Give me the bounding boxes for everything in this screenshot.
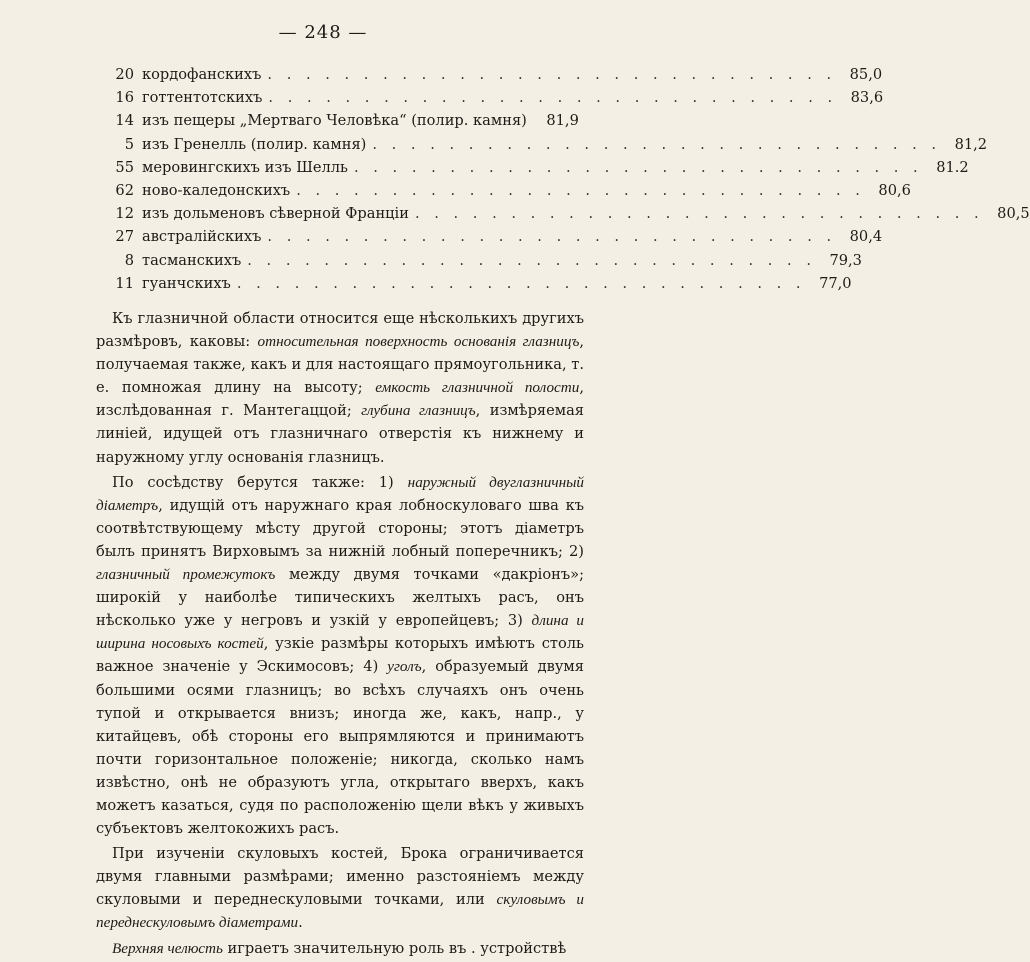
row-label: кордофанскихъ [142, 66, 262, 83]
row-value: 81.2 [936, 158, 969, 176]
row-count: 27 [115, 228, 134, 246]
text-run: По сосѣдству берутся также: 1) [112, 473, 408, 491]
italic-term: глубина глазницъ [361, 402, 476, 420]
dot-leader: . . . . . . . . . . . . . . . . . . . . . . . . . . . . . . [372, 135, 942, 153]
text-run: При изученіи скуловыхъ костей, Брока ограничивается двумя главными размѣрами; именно разстояніемъ между скуловыми и переднескуловыми точками, или [96, 845, 584, 909]
text-run: , измѣряемая линіей, идущей отъ глазничнаго отверстія къ нижнему и наружному углу основанія глазницъ. [96, 402, 585, 466]
text-run: , получаемая также, какъ и для настоящаго прямоугольника, т. е. помножая длину на высоту; [96, 333, 584, 397]
table-row [104, 158, 969, 182]
table-row [104, 228, 883, 251]
table-row [104, 66, 883, 89]
row-label: тасманскихъ [142, 251, 242, 269]
dot-leader: . . . . . . . . . . . . . . . . . . . . . . . . . . . . . . [247, 251, 816, 269]
text-run: , образуемый двумя большими осями глазницъ; во всѣхъ случаяхъ онъ очень тупой и открывается внизъ; иногда же, какъ, напр., у китайцевъ, обѣ стороны его выпрямляются и принимаютъ почти горизонтальное положеніе; никогда, сколько намъ извѣстно, онѣ не образуютъ угла, открытаго вверхъ, какъ можетъ казаться, судя по расположенію щели вѣкъ у живыхъ субъектовъ желтокожихъ расъ. [96, 658, 584, 838]
italic-term: уголъ [387, 658, 422, 676]
row-label: австралійскихъ [142, 228, 262, 246]
row-count: 20 [115, 66, 134, 83]
paragraph-upper-jaw [96, 937, 584, 960]
paragraph-neighbouring-measurements [96, 471, 584, 841]
row-count: 5 [124, 135, 134, 153]
italic-term: глазничный промежутокъ [96, 566, 276, 584]
body-text [96, 307, 584, 962]
row-count: 12 [115, 205, 134, 223]
text-run: , идущій отъ наружнаго края лобноскуловаго шва къ соотвѣтствующему мѣсту другой стороны; этотъ діаметръ былъ принятъ Вирховымъ за нижній лобный поперечникъ; 2) [96, 496, 584, 560]
row-count: 62 [115, 181, 134, 199]
italic-term: наружный двуглазничный діаметръ [96, 473, 584, 514]
table-row [104, 205, 1030, 228]
table-row [104, 274, 852, 298]
measurement-table [104, 66, 1030, 298]
row-count: 11 [115, 274, 134, 292]
row-label: ново-каледонскихъ [142, 181, 291, 199]
table-row [104, 251, 862, 275]
dot-leader: . . . . . . . . . . . . . . . . . . . . . . . . . . . . . . [267, 66, 837, 83]
italic-term: емкость глазничной полости [375, 379, 580, 397]
paragraph-orbital-measurements [96, 307, 584, 469]
dot-leader: . . . . . . . . . . . . . . . . . . . . . . . . . . . . . . [296, 181, 865, 199]
row-label: гуанчскихъ [142, 274, 231, 292]
row-label: меровингскихъ изъ Шелль [142, 158, 348, 176]
page-number: — 248 — [278, 22, 368, 43]
italic-term: длина и ширина носовыхъ костей [96, 612, 584, 653]
row-count: 55 [115, 158, 134, 176]
dot-leader: . . . . . . . . . . . . . . . . . . . . . . . . . . . . . . [236, 274, 806, 292]
italic-term: скуловымъ и переднескуловымъ діаметрами [96, 891, 584, 932]
row-count: 16 [115, 89, 134, 107]
row-value: 80,5 [997, 205, 1030, 223]
row-label: изъ Гренелль (полир. камня) [142, 135, 367, 153]
row-value: 81,2 [954, 135, 988, 153]
row-value: 80,4 [849, 228, 883, 246]
row-label: изъ дольменовъ сѣверной Франціи [142, 205, 409, 223]
text-run: , узкіе размѣры которыхъ имѣютъ столь важное значеніе у Эскимосовъ; 4) [96, 635, 584, 676]
row-count: 8 [124, 251, 134, 269]
dot-leader: . . . . . . . . . . . . . . . . . . . . . . . . . . . . . . [268, 89, 838, 107]
row-value: 79,3 [829, 251, 862, 269]
text-run: . [298, 914, 303, 932]
text-run: , изслѣдованная г. Мантегаццой; [96, 379, 584, 420]
row-value: 81,9 [546, 112, 579, 130]
text-run: Къ глазничной области относится еще нѣсколькихъ другихъ размѣровъ, каковы: [96, 310, 584, 351]
row-value: 80,6 [878, 181, 911, 199]
table-row [104, 181, 911, 205]
dot-leader: . . . . . . . . . . . . . . . . . . . . . . . . . . . . . . [354, 158, 923, 176]
text-run: между двумя точками «дакріонъ»; широкій у наиболѣе типическихъ желтыхъ расъ, онъ нѣсколько уже у негровъ и узкій у европейцевъ; 3) [96, 566, 584, 630]
table-row [104, 112, 579, 135]
italic-term: относительная поверхность основанія глазницъ [257, 333, 580, 351]
row-value: 83,6 [850, 89, 884, 107]
dot-leader: . . . . . . . . . . . . . . . . . . . . . . . . . . . . . . [414, 205, 984, 223]
row-label: изъ пещеры „Мертваго Человѣка“ (полир. камня) [142, 112, 527, 130]
row-value: 77,0 [819, 274, 852, 292]
row-label: готтентотскихъ [142, 89, 263, 107]
italic-term: Верхняя челюсть [112, 939, 223, 957]
text-run: играетъ значительную роль въ . устройствѣ [222, 939, 567, 957]
paragraph-zygomatic [96, 842, 584, 934]
table-row [104, 135, 988, 159]
table-row [104, 89, 884, 112]
row-value: 85,0 [849, 66, 883, 83]
row-count: 14 [115, 112, 134, 130]
dot-leader: . . . . . . . . . . . . . . . . . . . . . . . . . . . . . . [267, 228, 837, 246]
